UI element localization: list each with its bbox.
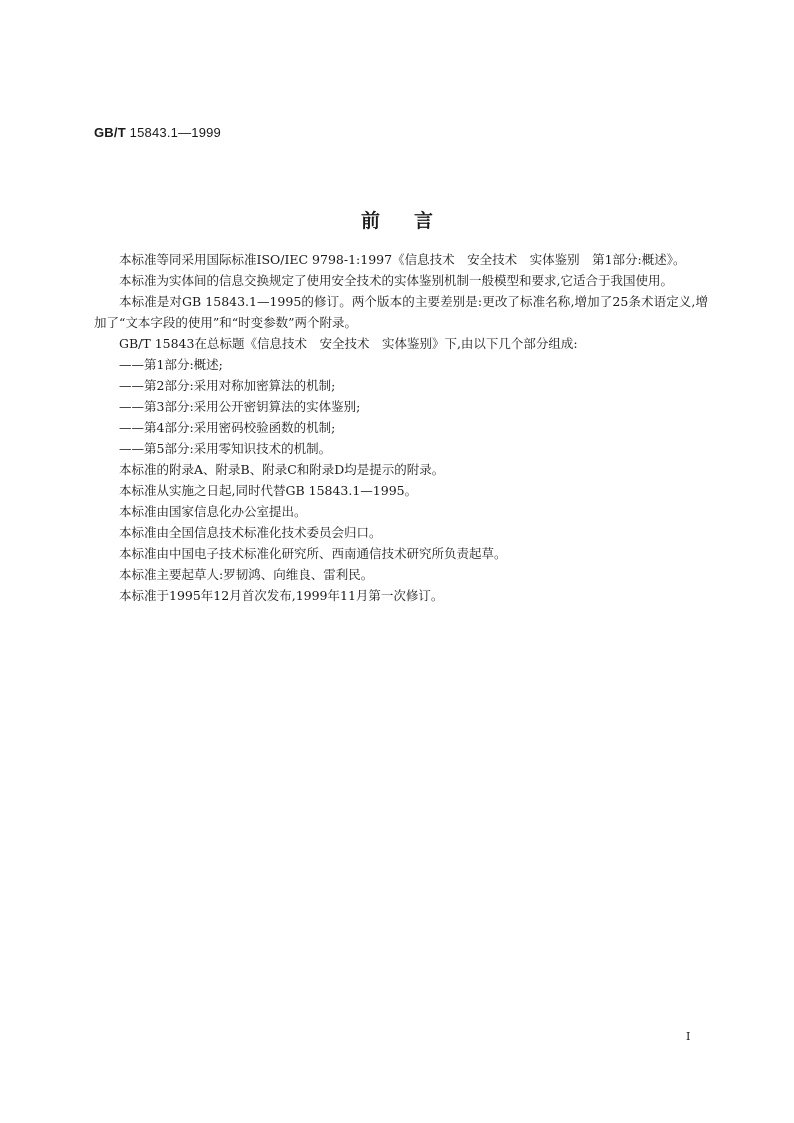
paragraph-replaces: 本标准从实施之日起,同时代替GB 15843.1—1995。 bbox=[119, 483, 418, 498]
paragraph-parts-intro: GB/T 15843在总标题《信息技术 安全技术 实体鉴别》下,由以下几个部分组成: bbox=[119, 336, 578, 351]
list-item: ——第4部分:采用密码校验函数的机制; bbox=[119, 420, 336, 435]
list-item: ——第3部分:采用公开密钥算法的实体鉴别; bbox=[119, 399, 361, 414]
document-code-prefix: GB/T bbox=[94, 125, 126, 140]
paragraph-proposed-by: 本标准由国家信息化办公室提出。 bbox=[119, 504, 307, 519]
foreword-body bbox=[94, 249, 708, 606]
paragraph-drafting-orgs: 本标准由中国电子技术标准化研究所、西南通信技术研究所负责起草。 bbox=[119, 546, 507, 561]
paragraph-revision: 本标准是对GB 15843.1—1995的修订。两个版本的主要差别是:更改了标准名称,增加了25条术语定义,增加了“文本字段的使用”和“时变参数”两个附录。 bbox=[94, 294, 708, 330]
parts-list bbox=[94, 354, 708, 459]
paragraph-scope: 本标准为实体间的信息交换规定了使用安全技术的实体鉴别机制一般模型和要求,它适合于我国使用。 bbox=[119, 273, 673, 288]
list-item: ——第2部分:采用对称加密算法的机制; bbox=[119, 378, 336, 393]
page-number: I bbox=[686, 1030, 691, 1043]
paragraph-adoption: 本标准等同采用国际标准ISO/IEC 9798-1:1997《信息技术 安全技术 实体鉴别 第1部分:概述》。 bbox=[119, 252, 686, 267]
page-title: 前言 bbox=[360, 210, 467, 232]
paragraph-committee: 本标准由全国信息技术标准化技术委员会归口。 bbox=[119, 525, 382, 540]
paragraph-history: 本标准于1995年12月首次发布,1999年11月第一次修订。 bbox=[119, 588, 444, 603]
list-item: ——第1部分:概述; bbox=[119, 357, 223, 372]
paragraph-drafters: 本标准主要起草人:罗韧鸿、向维良、雷利民。 bbox=[119, 567, 374, 582]
paragraph-annexes: 本标准的附录A、附录B、附录C和附录D均是提示的附录。 bbox=[119, 462, 445, 477]
document-code bbox=[94, 125, 221, 140]
document-code-number: 15843.1—1999 bbox=[129, 125, 221, 140]
list-item: ——第5部分:采用零知识技术的机制。 bbox=[119, 441, 332, 456]
